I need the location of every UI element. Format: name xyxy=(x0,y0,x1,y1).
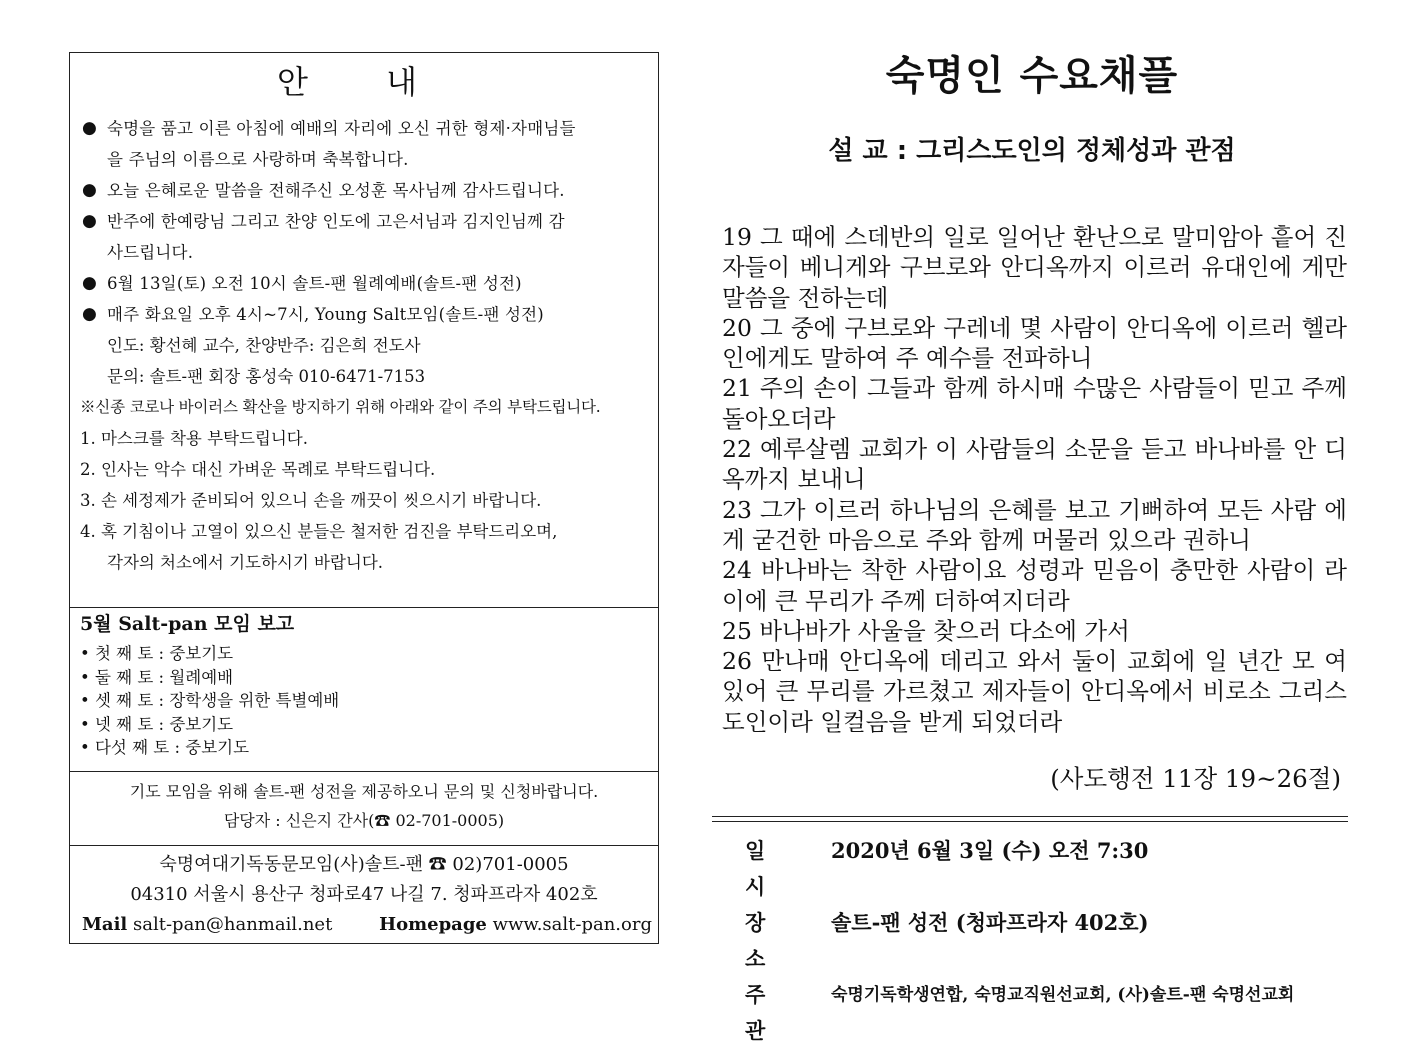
notice-item-text: 매주 화요일 오후 4시~7시, Young Salt모임(솔트-팬 성전) xyxy=(107,305,544,324)
report-title: 5월 Salt-pan 모임 보고 xyxy=(80,613,295,635)
service-info xyxy=(745,833,1294,1049)
sermon-title: 설 교 : 그리스도인의 정체성과 관점 xyxy=(828,136,1236,166)
covid-item-text: 4. 혹 기침이나 고열이 있으신 분들은 철저한 검진을 부탁드리오며, xyxy=(80,522,558,541)
young-salt-leader: 인도: 황선혜 교수, 찬양반주: 김은희 전도사 xyxy=(107,336,421,355)
covid-item-text: 2. 인사는 악수 대신 가벼운 목례로 부탁드립니다. xyxy=(80,460,436,479)
date-row xyxy=(745,833,1294,905)
verse: 26 만나매 안디옥에 데리고 와서 둘이 교회에 일 년간 모 여 있어 큰 무리를 가르쳤고 제자들이 안디옥에서 비로소 그리스도인이라 일컬음을 받게 되었더라 xyxy=(722,647,1347,736)
bullet-icon: ● xyxy=(82,180,98,200)
report-item: • 첫 째 토 : 중보기도 xyxy=(80,644,234,663)
divider xyxy=(712,816,1348,817)
date-label: 일 시 xyxy=(745,838,782,899)
host-value: 숙명기독학생연합, 숙명교직원선교회, (사)솔트-팬 숙명선교회 xyxy=(831,985,1295,1005)
host-row xyxy=(745,977,1294,1049)
young-salt-contact: 문의: 솔트-팬 회장 홍성숙 010-6471-7153 xyxy=(107,367,426,386)
notice-item-text: 오늘 은혜로운 말씀을 전해주신 오성훈 목사님께 감사드립니다. xyxy=(107,181,565,200)
verse: 19 그 때에 스데반의 일로 일어난 환난으로 말미암아 흩어 진 자들이 베니게와 구브로와 안디옥까지 이르러 유대인에 게만 말씀을 전하는데 xyxy=(722,223,1347,312)
notice-item-text: 숙명을 품고 이른 아침에 예배의 자리에 오신 귀한 형제·자매님들 xyxy=(107,119,576,138)
scripture-passage xyxy=(722,222,1347,737)
notice-title: 안 내 xyxy=(277,63,451,101)
place-value: 솔트-팬 성전 (청파프라자 402호) xyxy=(831,910,1149,935)
bullet-icon: ● xyxy=(82,118,98,138)
covid-item xyxy=(80,516,648,578)
host-label: 주 관 xyxy=(745,982,782,1043)
covid-notice: ※신종 코로나 바이러스 확산을 방지하기 위해 아래와 같이 주의 부탁드립니다. xyxy=(80,398,601,416)
page-title: 숙명인 수요채플 xyxy=(885,53,1179,99)
report-item: • 다섯 째 토 : 중보기도 xyxy=(80,738,250,757)
left-panel xyxy=(69,52,659,944)
covid-item xyxy=(80,485,648,516)
covid-item xyxy=(80,454,648,485)
scripture-reference: (사도행전 11장 19~26절) xyxy=(1050,764,1341,793)
org-name-phone: 숙명여대기독동문모임(사)솔트-팬 ☎ 02)701-0005 xyxy=(159,854,569,875)
notice-item-text: 반주에 한예랑님 그리고 찬양 인도에 고은서님과 김지인님께 감 xyxy=(107,212,565,231)
contact-row xyxy=(70,910,658,940)
homepage-contact xyxy=(379,910,652,940)
mail-label: Mail xyxy=(82,914,128,935)
report-list xyxy=(70,642,658,760)
covid-item-text: 1. 마스크를 착용 부탁드립니다. xyxy=(80,429,308,448)
notice-item-text: 6월 13일(토) 오전 10시 솔트-팬 월례예배(솔트-팬 성전) xyxy=(107,274,522,293)
prayer-section xyxy=(70,771,658,846)
bullet-icon: ● xyxy=(82,304,98,324)
notice-item-text: 을 주님의 이름으로 사랑하며 축복합니다. xyxy=(107,150,409,169)
covid-item xyxy=(80,423,648,454)
org-section xyxy=(70,845,658,943)
date-value: 2020년 6월 3일 (수) 오전 7:30 xyxy=(831,838,1149,863)
homepage-label: Homepage xyxy=(379,914,487,935)
verse: 22 예루살렘 교회가 이 사람들의 소문을 듣고 바나바를 안 디옥까지 보내니 xyxy=(722,435,1347,494)
notice-item-text: 사드립니다. xyxy=(107,243,194,262)
notice-item xyxy=(80,268,648,299)
place-row xyxy=(745,905,1294,977)
covid-item-text: 각자의 처소에서 기도하시기 바랍니다. xyxy=(107,553,384,572)
right-panel xyxy=(712,0,1352,1043)
notice-list xyxy=(70,113,658,578)
report-item: • 넷 째 토 : 중보기도 xyxy=(80,714,234,734)
prayer-contact: 담당자 : 신은지 간사(☎ 02-701-0005) xyxy=(223,811,505,830)
bullet-icon: ● xyxy=(82,273,98,293)
report-section xyxy=(70,607,658,772)
mail-address[interactable]: salt-pan@hanmail.net xyxy=(133,914,333,935)
verse: 25 바나바가 사울을 찾으러 다소에 가서 xyxy=(722,616,1130,645)
mail-contact xyxy=(82,910,332,940)
notice-item xyxy=(80,299,648,330)
verse: 21 주의 손이 그들과 함께 하시매 수많은 사람들이 믿고 주께 돌아오더라 xyxy=(722,374,1347,433)
prayer-info: 기도 모임을 위해 솔트-팬 성전을 제공하오니 문의 및 신청바랍니다. xyxy=(129,782,599,801)
divider xyxy=(712,821,1348,822)
org-address: 04310 서울시 용산구 청파로47 나길 7. 청파프라자 402호 xyxy=(130,884,598,905)
verse: 20 그 중에 구브로와 구레네 몇 사람이 안디옥에 이르러 헬라인에게도 말하여 주 예수를 전파하니 xyxy=(722,313,1347,373)
notice-item xyxy=(80,113,648,175)
bullet-icon: ● xyxy=(82,211,98,231)
notice-item xyxy=(80,206,648,268)
place-label: 장 소 xyxy=(745,910,782,971)
notice-section xyxy=(70,53,658,608)
verse: 24 바나바는 착한 사람이요 성령과 믿음이 충만한 사람이 라 이에 큰 무리가 주께 더하여지더라 xyxy=(722,556,1347,615)
verse: 23 그가 이르러 하나님의 은혜를 보고 기뻐하여 모든 사람 에게 굳건한 마음으로 주와 함께 머물러 있으라 권하니 xyxy=(722,495,1347,554)
report-item: • 둘 째 토 : 월례예배 xyxy=(80,667,234,687)
homepage-url[interactable]: www.salt-pan.org xyxy=(492,914,652,935)
notice-item xyxy=(80,175,648,206)
report-item: • 셋 째 토 : 장학생을 위한 특별예배 xyxy=(80,691,340,710)
covid-item-text: 3. 손 세정제가 준비되어 있으니 손을 깨끗이 씻으시기 바랍니다. xyxy=(80,491,542,510)
